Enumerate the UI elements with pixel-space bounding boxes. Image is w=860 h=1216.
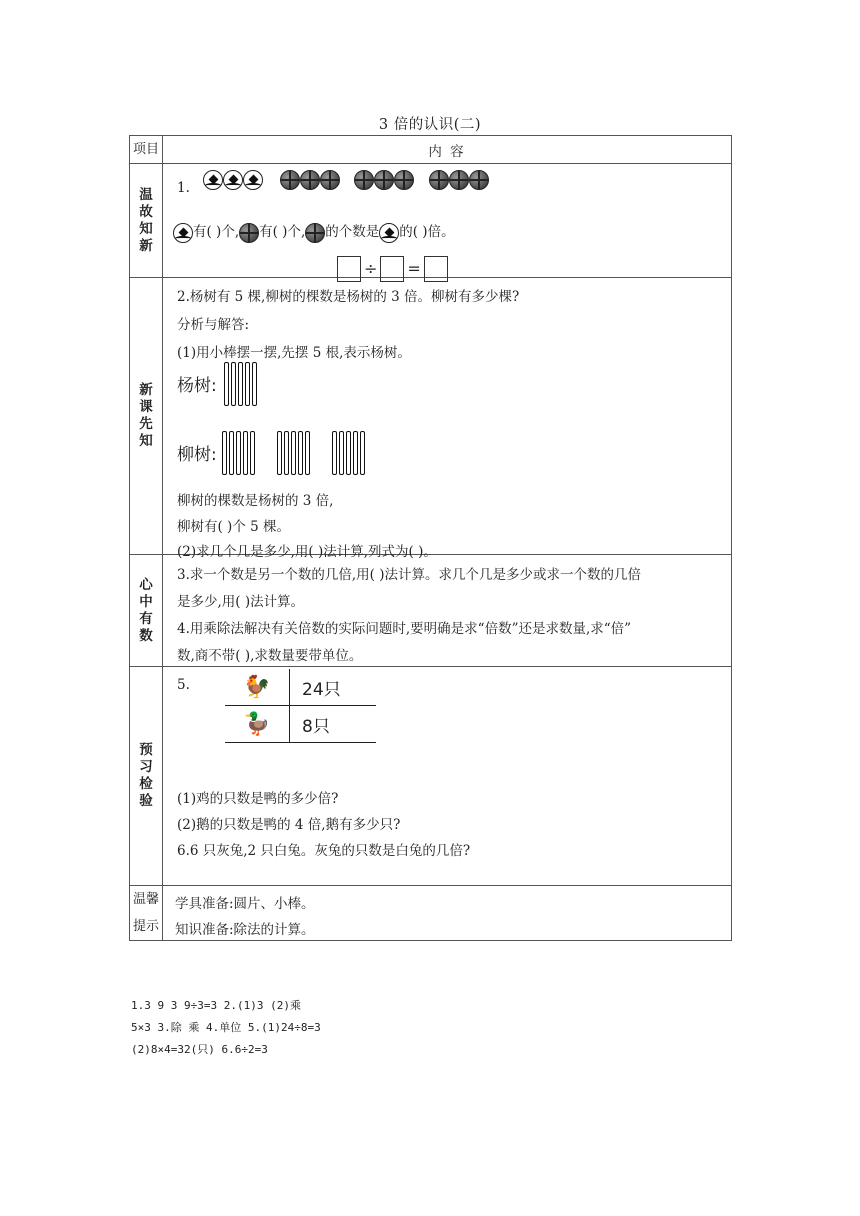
q5-2: (2)鹅的只数是鸭的 4 倍,鹅有多少只? xyxy=(177,817,401,833)
soccer-ball-icon xyxy=(203,170,223,190)
review-cell xyxy=(163,164,732,278)
answer-line1: 1.3 9 3 9÷3=3 2.(1)3 (2)乘 xyxy=(131,999,301,1012)
q1-text: 有( )个, 有( )个, 的个数是 的( )倍。 xyxy=(173,220,455,243)
stick xyxy=(339,431,344,475)
analysis-label: 分析与解答: xyxy=(177,317,250,333)
stick xyxy=(353,431,358,475)
stick xyxy=(224,362,229,406)
yang-sticks xyxy=(224,362,257,406)
preview-cell xyxy=(163,667,732,886)
side-new: 新 课 先 知 xyxy=(130,278,163,555)
header-content: 内 容 xyxy=(163,136,732,164)
stick xyxy=(229,431,234,475)
stick xyxy=(238,362,243,406)
tips-cell xyxy=(163,886,732,941)
step1-text: (1)用小棒摆一摆,先摆 5 根,表示杨树。 xyxy=(177,345,411,361)
stick xyxy=(291,431,296,475)
stick xyxy=(284,431,289,475)
stick xyxy=(332,431,337,475)
duck-count: 8只 xyxy=(302,716,330,737)
tips-line2: 知识准备:除法的计算。 xyxy=(175,922,315,938)
stick xyxy=(222,431,227,475)
stick xyxy=(243,431,248,475)
heart-cell xyxy=(163,555,732,667)
division-blanks: ÷ = xyxy=(337,256,448,282)
side-review: 温 故 知 新 xyxy=(130,164,163,278)
animal-table xyxy=(225,669,376,743)
answer-line2: 5×3 3.除 乘 4.单位 5.(1)24÷8=3 xyxy=(131,1021,321,1034)
label-liu: 柳树: xyxy=(177,445,217,465)
new-cell xyxy=(163,278,732,560)
ball-row xyxy=(203,170,489,190)
liu-sticks xyxy=(222,431,377,475)
side-tips: 温馨 提示 xyxy=(130,886,163,941)
basketball-icon xyxy=(300,170,320,190)
q6-text: 6.6 只灰兔,2 只白兔。灰兔的只数是白兔的几倍? xyxy=(177,843,471,859)
animal-row-duck xyxy=(225,706,376,743)
basketball-icon xyxy=(239,223,259,243)
answer-line3: (2)8×4=32(只) 6.6÷2=3 xyxy=(131,1043,268,1056)
line-a: 柳树的棵数是杨树的 3 倍, xyxy=(177,493,334,509)
step2-text: (2)求几个几是多少,用( )法计算,列式为( )。 xyxy=(177,544,437,560)
basketball-icon xyxy=(394,170,414,190)
line-b: 柳树有( )个 5 棵。 xyxy=(177,519,290,535)
basketball-icon xyxy=(320,170,340,190)
stick xyxy=(277,431,282,475)
page-title: 3 倍的认识(二) xyxy=(378,117,482,133)
tips-line1: 学具准备:圆片、小棒。 xyxy=(175,896,315,912)
basketball-icon xyxy=(354,170,374,190)
soccer-ball-icon xyxy=(243,170,263,190)
stick xyxy=(346,431,351,475)
stick xyxy=(360,431,365,475)
chicken-count: 24只 xyxy=(302,679,341,700)
animal-row-chicken xyxy=(225,669,376,706)
stick xyxy=(298,431,303,475)
q3-line2: 是多少,用( )法计算。 xyxy=(177,594,305,610)
q5-number: 5. xyxy=(177,677,190,693)
basketball-icon xyxy=(449,170,469,190)
basketball-icon xyxy=(280,170,300,190)
stick xyxy=(236,431,241,475)
q3-line1: 3.求一个数是另一个数的几倍,用( )法计算。求几个几是多少或求一个数的几倍 xyxy=(177,567,641,583)
stick xyxy=(305,431,310,475)
header-item: 项目 xyxy=(130,136,163,164)
side-heart: 心 中 有 数 xyxy=(130,555,163,667)
side-preview: 预 习 检 验 xyxy=(130,667,163,886)
q4-line2: 数,商不带( ),求数量要带单位。 xyxy=(177,648,363,664)
stick xyxy=(252,362,257,406)
basketball-icon xyxy=(429,170,449,190)
q5-1: (1)鸡的只数是鸭的多少倍? xyxy=(177,791,339,807)
stick xyxy=(245,362,250,406)
basketball-icon xyxy=(305,223,325,243)
q4-line1: 4.用乘除法解决有关倍数的实际问题时,要明确是求“倍数”还是求数量,求“倍” xyxy=(177,621,632,637)
stick xyxy=(231,362,236,406)
worksheet-table xyxy=(129,135,732,941)
basketball-icon xyxy=(374,170,394,190)
q1-number: 1. xyxy=(177,180,190,196)
soccer-ball-icon xyxy=(223,170,243,190)
q2-text: 2.杨树有 5 棵,柳树的棵数是杨树的 3 倍。柳树有多少棵? xyxy=(177,289,520,305)
soccer-ball-icon xyxy=(379,223,399,243)
label-yang: 杨树: xyxy=(177,376,217,396)
basketball-icon xyxy=(469,170,489,190)
soccer-ball-icon xyxy=(173,223,193,243)
duck-icon: 🦆 xyxy=(225,706,290,742)
rooster-icon: 🐓 xyxy=(225,669,290,705)
stick xyxy=(250,431,255,475)
